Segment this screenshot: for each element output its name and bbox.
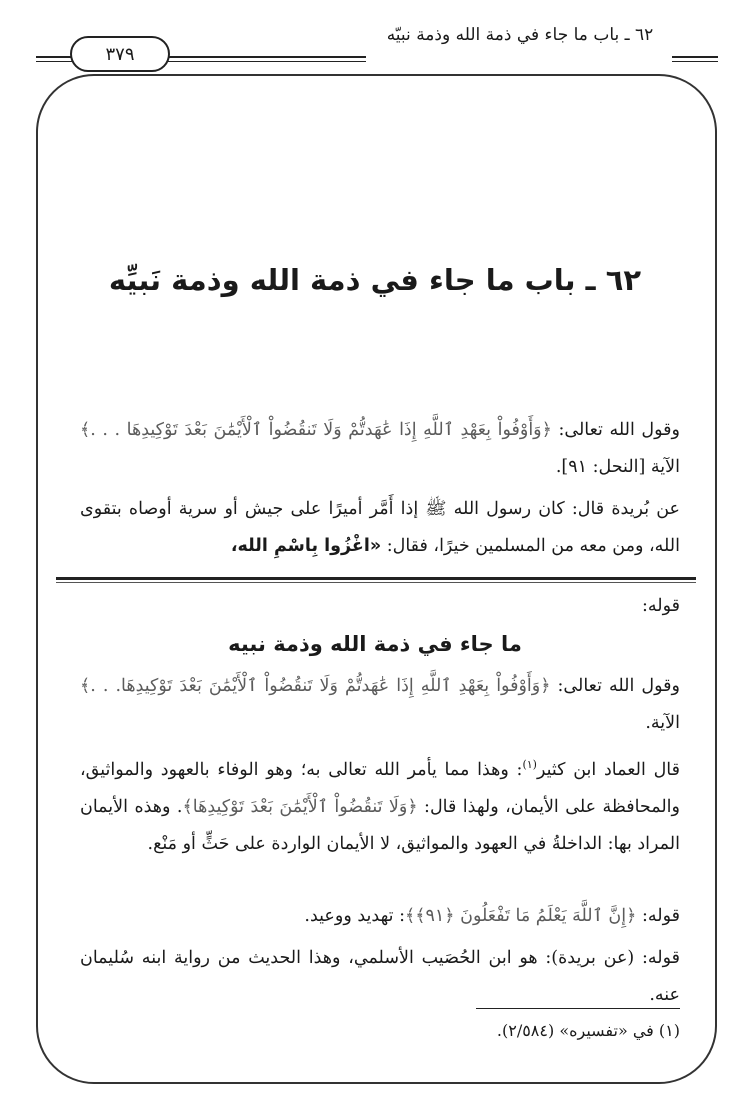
chapter-title: ٦٢ ـ باب ما جاء في ذمة الله وذمة نَبيِّه: [108, 263, 642, 297]
commentary-paragraph-3: [80, 898, 680, 935]
c1-verse: ﴿وَأَوْفُواْ بِعَهْدِ ٱللَّهِ إِذَا عَٰهَدتُّمْ وَلَا تَنقُضُواْ ٱلْأَيْمَٰنَ بَعْدَ تَوْكِيدِهَا. . .﴾: [80, 676, 551, 696]
p1-verse: ﴿وَأَوْفُواْ بِعَهْدِ ٱللَّهِ إِذَا عَٰهَدتُّمْ وَلَا تَنقُضُواْ ٱلْأَيْمَٰنَ بَعْدَ تَوْكِيدِهَا . . .﴾: [80, 420, 552, 440]
commentary-label: قوله:: [641, 596, 680, 616]
p2-hadith: «اغْزُوا بِاسْمِ الله،: [230, 536, 382, 556]
c2-verse: ﴿وَلَا تَنقُضُواْ ٱلْأَيْمَٰنَ بَعْدَ تَوْكِيدِهَا﴾: [182, 796, 418, 817]
c3-intro: قوله:: [636, 906, 680, 926]
p1-intro: وقول الله تعالى:: [551, 420, 680, 440]
main-paragraph-2: [80, 491, 680, 565]
c3-end: : تهديد ووعيد.: [304, 906, 405, 926]
page-number: ٣٧٩: [70, 36, 170, 72]
commentary-paragraph-4: قوله: (عن بريدة): هو ابن الحُصَيب الأسلمي، وهذا الحديث من رواية ابنه سُليمان عنه.: [80, 948, 680, 1005]
c1-intro: وقول الله تعالى:: [550, 676, 680, 696]
page-header: [0, 0, 751, 80]
header-rule-right: [672, 56, 718, 62]
c3-verse: ﴿إِنَّ ٱللَّهَ يَعْلَمُ مَا تَفْعَلُونَ ﴿٩١﴾﴾: [404, 906, 637, 926]
main-paragraph-1: [80, 412, 680, 486]
c2-start: قال العماد ابن كثير: [536, 759, 681, 780]
c2-end: . وهذه الأيمان المراد بها: الداخلةُ في العهود والمواثيق، لا الأيمان الواردة على حَثٍّ أو مَنْع.: [80, 796, 680, 854]
commentary-heading: ما جاء في ذمة الله وذمة نبيه: [228, 632, 522, 656]
running-title: ٦٢ ـ باب ما جاء في ذمة الله وذمة نبيّه: [386, 25, 654, 45]
c2-mid: : وهذا مما يأمر الله تعالى به؛ وهو الوفاء بالعهود والمواثيق، والمحافظة على الأيمان، ولهذا قال:: [80, 759, 680, 817]
commentary-paragraph-1: [80, 668, 680, 742]
footnote: (١) في «تفسيره» (٢/٥٨٤).: [496, 1021, 680, 1040]
commentary-paragraph-2: [80, 746, 680, 863]
footnote-rule: [476, 1008, 680, 1009]
p2-start: عن بُريدة قال: كان رسول الله ﷺ إذا أَمَّر أميرًا على جيش أو سرية أوصاه بتقوى الله، ومن معه من المسلمين خيرًا، فقال:: [80, 499, 680, 556]
section-divider: [56, 577, 696, 583]
c1-end: الآية.: [645, 713, 680, 733]
footnote-ref: (١): [522, 758, 537, 771]
p1-end: الآية [النحل: ٩١].: [555, 457, 680, 477]
